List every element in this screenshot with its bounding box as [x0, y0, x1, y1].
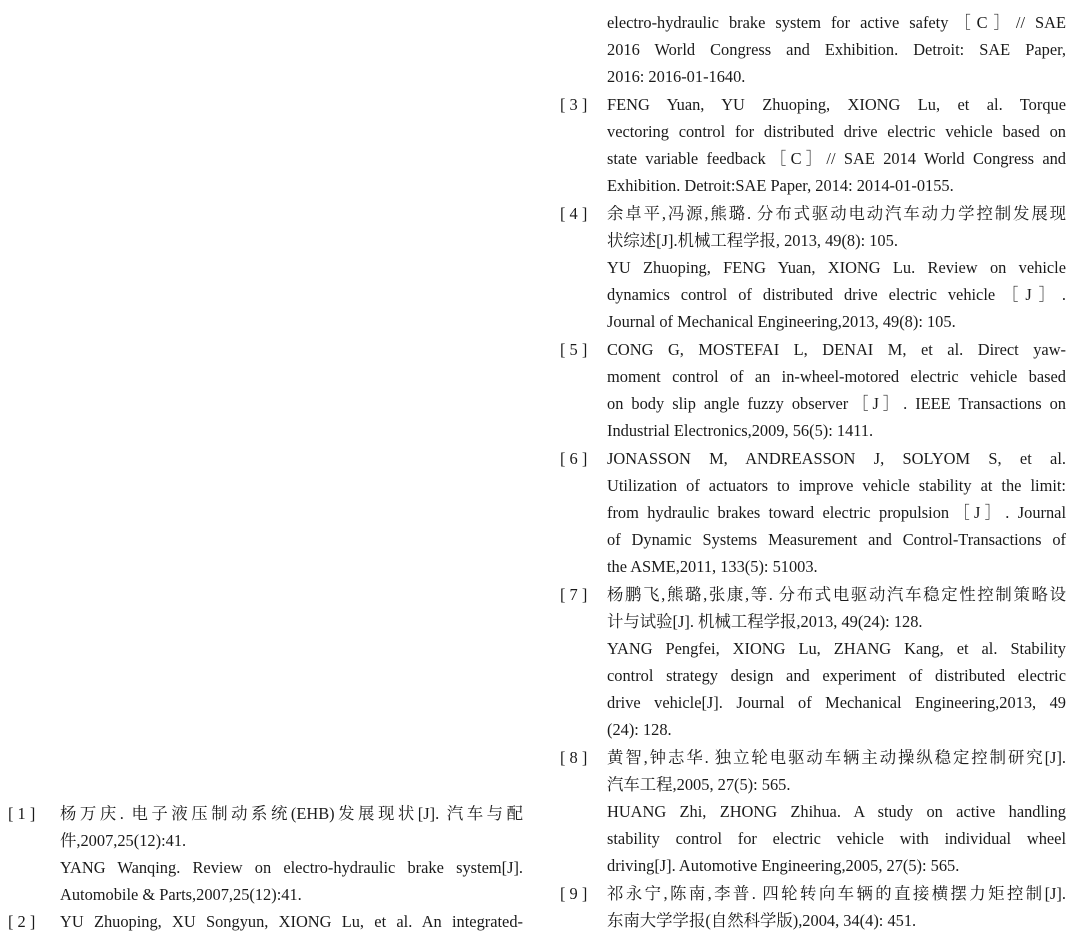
ref-line: electro-hydraulic brake system for active safety［C］// SAE — [607, 13, 1066, 32]
ref-number: [ 2 ] — [8, 912, 36, 931]
ref-line: dynamics control of distributed drive electric vehicle［J］. — [607, 285, 1066, 304]
ref-line: vectoring control for distributed drive electric vehicle based on — [607, 122, 1066, 141]
ref-number: [ 3 ] — [560, 95, 588, 114]
ref-line: YU Zhuoping, XU Songyun, XIONG Lu, et al. An integrated- — [60, 912, 523, 931]
ref-line: CONG G, MOSTEFAI L, DENAI M, et al. Direct yaw- — [607, 340, 1066, 359]
ref-line: Automobile & Parts,2007,25(12):41. — [60, 885, 302, 904]
ref-line: drive vehicle[J]. Journal of Mechanical Engineering,2013, 49 — [607, 693, 1066, 712]
ref-number: [ 6 ] — [560, 449, 588, 468]
ref-line: 状综述[J].机械工程学报, 2013, 49(8): 105. — [607, 231, 898, 250]
ref-number: [ 7 ] — [560, 585, 588, 604]
ref-number: [ 5 ] — [560, 340, 588, 359]
ref-line: stability control for electric vehicle with individual wheel — [607, 829, 1066, 848]
ref-line: 件,2007,25(12):41. — [60, 831, 187, 850]
ref-line: Industrial Electronics,2009, 56(5): 1411. — [607, 421, 874, 440]
ref-line: 黄智,钟志华. 独立轮电驱动车辆主动操纵稳定控制研究[J]. — [607, 748, 1066, 767]
ref-line: YU Zhuoping, FENG Yuan, XIONG Lu. Review on vehicle — [607, 258, 1066, 277]
ref-number: [ 4 ] — [560, 204, 588, 223]
ref-line: from hydraulic brakes toward electric propulsion［J］. Journal — [607, 503, 1066, 522]
ref-line: of Dynamic Systems Measurement and Control-Transactions of — [607, 530, 1066, 549]
ref-line: 祁永宁,陈南,李普. 四轮转向车辆的直接横摆力矩控制[J]. — [607, 884, 1066, 903]
ref-number: [ 8 ] — [560, 748, 588, 767]
ref-line: Journal of Mechanical Engineering,2013, 49(8): 105. — [607, 312, 956, 331]
ref-line: driving[J]. Automotive Engineering,2005, 27(5): 565. — [607, 856, 960, 875]
ref-line: on body slip angle fuzzy observer［J］. IEEE Transactions on — [607, 394, 1066, 413]
ref-line: 汽车工程,2005, 27(5): 565. — [607, 775, 791, 794]
ref-line: YANG Wanqing. Review on electro-hydraulic brake system[J]. — [60, 858, 523, 877]
ref-line: (24): 128. — [607, 720, 672, 739]
ref-line: control strategy design and experiment of distributed electric — [607, 666, 1066, 685]
ref-line: 杨万庆. 电子液压制动系统(EHB)发展现状[J]. 汽车与配 — [60, 804, 523, 823]
ref-line: 杨鹏飞,熊璐,张康,等. 分布式电驱动汽车稳定性控制策略设 — [607, 585, 1066, 604]
ref-line: moment control of an in-wheel-motored electric vehicle based — [607, 367, 1066, 386]
ref-line: Utilization of actuators to improve vehicle stability at the limit: — [607, 476, 1066, 495]
ref-line: YANG Pengfei, XIONG Lu, ZHANG Kang, et al. Stability — [607, 639, 1066, 658]
ref-line: HUANG Zhi, ZHONG Zhihua. A study on active handling — [607, 802, 1066, 821]
ref-line: FENG Yuan, YU Zhuoping, XIONG Lu, et al. Torque — [607, 95, 1066, 114]
ref-number: [ 1 ] — [8, 804, 36, 823]
ref-line: the ASME,2011, 133(5): 51003. — [607, 557, 818, 576]
ref-line: 东南大学学报(自然科学版),2004, 34(4): 451. — [607, 911, 917, 930]
ref-line: 余卓平,冯源,熊璐. 分布式驱动电动汽车动力学控制发展现 — [607, 204, 1066, 223]
ref-line: state variable feedback［C］// SAE 2014 World Congress and — [607, 149, 1066, 168]
ref-line: Exhibition. Detroit:SAE Paper, 2014: 2014-01-0155. — [607, 176, 954, 195]
ref-line: 计与试验[J]. 机械工程学报,2013, 49(24): 128. — [607, 612, 923, 631]
ref-line: 2016: 2016-01-1640. — [607, 67, 746, 86]
ref-number: [ 9 ] — [560, 884, 588, 903]
ref-line: 2016 World Congress and Exhibition. Detroit: SAE Paper, — [607, 40, 1066, 59]
ref-line: JONASSON M, ANDREASSON J, SOLYOM S, et al. — [607, 449, 1066, 468]
